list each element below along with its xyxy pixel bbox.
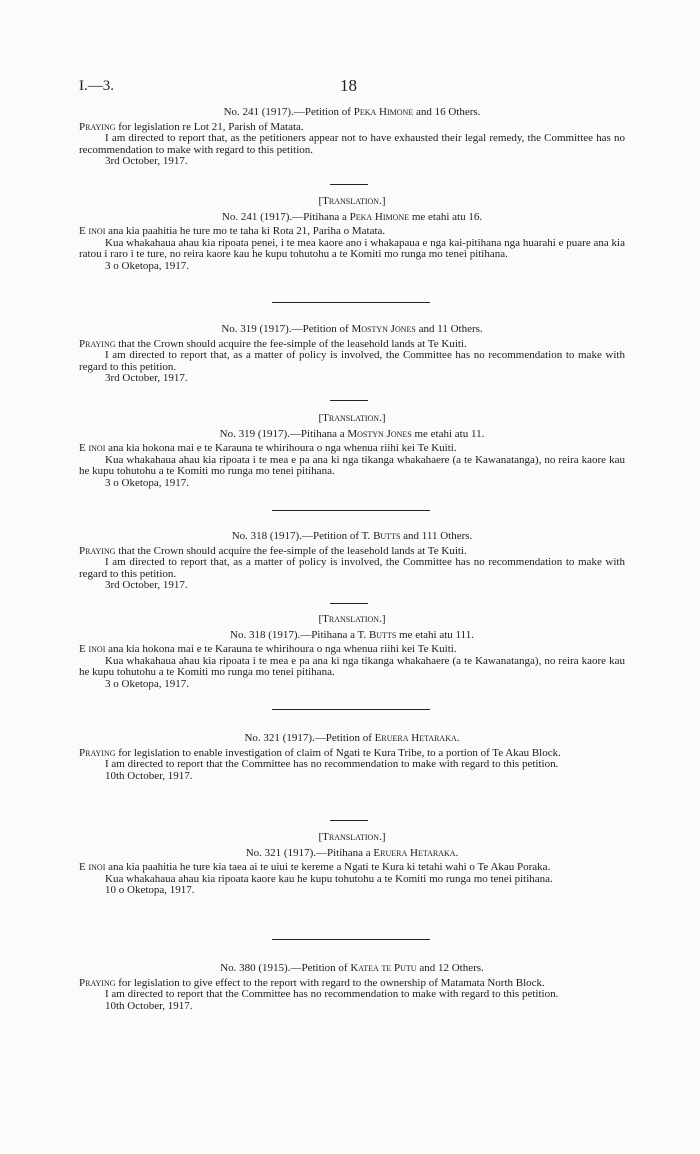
report-date: 10th October, 1917. [105, 769, 193, 782]
report-date: 10 o Oketopa, 1917. [105, 884, 195, 897]
report-date: 3rd October, 1917. [105, 579, 188, 592]
petition-title: No. 241 (1917).—Petition of Peka Himone and 16 Others. [223, 106, 481, 118]
petition-title: No. 380 (1915).—Petition of Katea te Putu and 12 Others. [220, 962, 484, 974]
committee-report: Kua whakahaua ahau kia ripoata i te mea e pa ana ki nga tikanga whakahaere (a te Kawanatanga), no reira kaore kau he kupu tohutohu a te Komiti mo runga mo tenei pitihana. [79, 453, 625, 478]
petition-319-english [79, 324, 625, 385]
report-date: 3 o Oketopa, 1917. [105, 677, 190, 690]
committee-report: Kua whakahaua ahau kia ripoata i te mea e pa ana ki nga tikanga whakahaere (a te Kawanatanga), no reira kaore kau he kupu tohutohu a te Komiti mo runga mo tenei pitihana. [79, 654, 625, 679]
document-reference: I.—3. [79, 78, 114, 94]
petition-prayer: E inoi ana kia hokona mai e te Karauna te whirihoura o nga whenua riihi kei Te Kuiti. [79, 442, 457, 455]
petition-divider [272, 302, 430, 303]
report-date: 3 o Oketopa, 1917. [105, 259, 190, 272]
petition-title: No. 321 (1917).—Petition of Eruera Hetaraka. [244, 732, 460, 744]
report-date: 3 o Oketopa, 1917. [105, 476, 190, 489]
committee-report: Kua whakahaua ahau kia ripoata kaore kau he kupu tohutohu a te Komiti mo runga mo tenei pitihana. [105, 872, 553, 885]
petition-319-translation [79, 413, 625, 490]
section-divider [330, 184, 368, 185]
petition-title: No. 318 (1917).—Pitihana a T. Butts me etahi atu 111. [230, 628, 474, 641]
petition-prayer: Praying for legislation to give effect to the report with regard to the ownership of Matamata North Block. [79, 976, 545, 989]
petition-321-translation [79, 832, 625, 897]
translation-label: [Translation.] [318, 412, 386, 424]
section-divider [330, 603, 368, 604]
petition-prayer: E inoi ana kia hokona mai e te Karauna te whirihoura o nga whenua riihi kei Te Kuiti. [79, 643, 457, 656]
petition-241-english [79, 107, 625, 168]
translation-label: [Translation.] [318, 195, 386, 207]
section-divider [330, 820, 368, 821]
petition-prayer: E inoi ana kia paahitia he ture mo te taha ki Rota 21, Pariha o Matata. [79, 225, 386, 238]
section-divider [330, 400, 368, 401]
report-date: 10th October, 1917. [105, 999, 193, 1012]
report-date: 3rd October, 1917. [105, 372, 188, 385]
petition-title: No. 241 (1917).—Pitihana a Peka Himone me etahi atu 16. [221, 210, 483, 223]
petition-380-english [79, 963, 625, 1012]
petition-318-english [79, 531, 625, 592]
committee-report: Kua whakahaua ahau kia ripoata penei, i te mea kaore ano i whakapaua e nga kai-pitihana nga huarahi e puare ana kia ratou i raro i te ture, no reira kaore kau he kupu tohutohu a te Komiti mo runga mo tenei pitihana. [79, 236, 625, 261]
petition-divider [272, 709, 430, 710]
committee-report: I am directed to report that the Committee has no recommendation to make with regard to this petition. [105, 988, 559, 1001]
petition-title: No. 318 (1917).—Petition of T. Butts and 111 Others. [231, 530, 473, 542]
committee-report: I am directed to report that, as a matter of policy is involved, the Committee has no recommendation to make with regard to this petition. [79, 349, 625, 373]
petition-prayer: E inoi ana kia paahitia he ture kia taea ai te uiui te kereme a Ngati te Kura ki tetahi wahi o Te Akau Poraka. [79, 861, 551, 874]
petition-241-translation [79, 196, 625, 273]
petition-prayer: Praying that the Crown should acquire the fee-simple of the leasehold lands at Te Kuiti. [79, 337, 467, 350]
translation-label: [Translation.] [318, 613, 386, 625]
page-number: 18 [340, 76, 357, 95]
committee-report: I am directed to report that the Committee has no recommendation to make with regard to this petition. [105, 758, 559, 771]
petition-prayer: Praying for legislation to enable investigation of claim of Ngati te Kura Tribe, to a portion of Te Akau Block. [79, 746, 561, 759]
report-date: 3rd October, 1917. [105, 155, 188, 168]
petition-title: No. 321 (1917).—Pitihana a Eruera Hetaraka. [245, 846, 459, 859]
petition-divider [272, 510, 430, 511]
committee-report: I am directed to report that, as the petitioners appear not to have exhausted their legal remedy, the Committee has no recommendation to make with regard to this petition. [79, 132, 625, 156]
petition-prayer: Praying that the Crown should acquire the fee-simple of the leasehold lands at Te Kuiti. [79, 544, 467, 557]
petition-title: No. 319 (1917).—Petition of Mostyn Jones and 11 Others. [221, 323, 483, 335]
committee-report: I am directed to report that, as a matter of policy is involved, the Committee has no recommendation to make with regard to this petition. [79, 556, 625, 580]
petition-prayer: Praying for legislation re Lot 21, Parish of Matata. [79, 120, 304, 133]
petition-321-english [79, 733, 625, 782]
petition-divider [272, 939, 430, 940]
translation-label: [Translation.] [318, 831, 386, 843]
petition-318-translation [79, 614, 625, 691]
petition-title: No. 319 (1917).—Pitihana a Mostyn Jones me etahi atu 11. [219, 427, 485, 440]
